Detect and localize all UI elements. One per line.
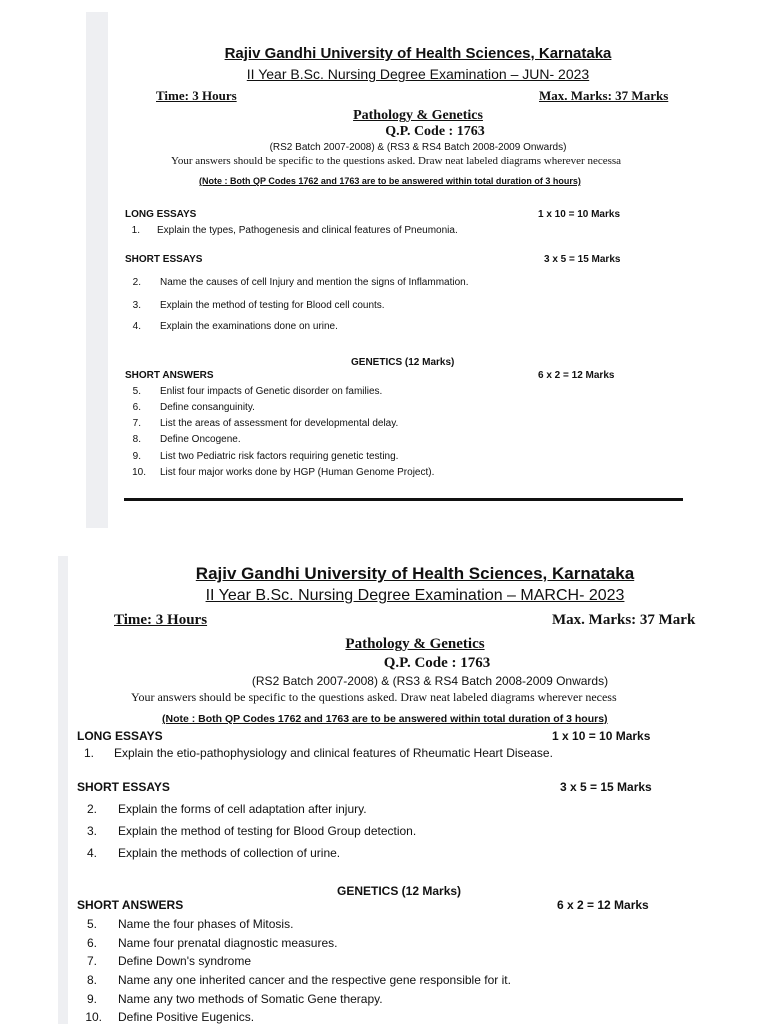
qp-code: Q.P. Code : 1763: [385, 124, 485, 139]
instruction-text: Your answers should be specific to the questions asked. Draw neat labeled diagrams wherever necess: [131, 690, 617, 704]
section-heading-short-essays: SHORT ESSAYS: [77, 780, 170, 794]
instruction-text: Your answers should be specific to the questions asked. Draw neat labeled diagrams wherever necessa: [171, 155, 622, 167]
university-title: Rajiv Gandhi University of Health Sciences, Karnataka: [195, 564, 635, 583]
section-heading-short-answers: SHORT ANSWERS: [125, 370, 214, 381]
question-number: 2.: [86, 802, 97, 816]
question-text: Explain the types, Pathogenesis and clinical features of Pneumonia.: [157, 225, 458, 236]
question-text: List four major works done by HGP (Human Genome Project).: [160, 467, 435, 478]
question-text: List two Pediatric risk factors requiring genetic testing.: [160, 451, 399, 462]
max-marks-label: Max. Marks: 37 Mark: [552, 612, 696, 628]
question-text: Define Down's syndrome: [118, 954, 252, 968]
note-text: (Note : Both QP Codes 1762 and 1763 are to be answered within total duration of 3 hours): [162, 713, 608, 725]
section-marks-short-essays: 3 x 5 = 15 Marks: [560, 780, 652, 794]
question-number: 1.: [83, 746, 94, 760]
section-heading-long-essays: LONG ESSAYS: [125, 209, 197, 220]
question-text: Name the causes of cell Injury and mention the signs of Inflammation.: [160, 277, 469, 288]
question-text: Explain the method of testing for Blood cell counts.: [160, 300, 385, 311]
question-text: Explain the method of testing for Blood Group detection.: [118, 824, 417, 838]
question-text: Name any one inherited cancer and the respective gene responsible for it.: [118, 973, 511, 987]
question-number: 10.: [132, 467, 146, 478]
question-text: Name the four phases of Mitosis.: [118, 917, 294, 931]
qp-code: Q.P. Code : 1763: [383, 655, 491, 671]
question-number: 2.: [132, 277, 141, 288]
question-text: Define consanguinity.: [160, 402, 255, 413]
section-marks-short-answers: 6 x 2 = 12 Marks: [557, 898, 649, 912]
section-heading-genetics: GENETICS (12 Marks): [351, 357, 455, 368]
note-text: (Note : Both QP Codes 1762 and 1763 are to be answered within total duration of 3 hours): [199, 176, 581, 186]
section-divider: [124, 498, 683, 501]
section-heading-short-essays: SHORT ESSAYS: [125, 254, 203, 265]
question-number: 1.: [131, 225, 140, 236]
section-heading-short-answers: SHORT ANSWERS: [77, 898, 184, 912]
question-text: Name any two methods of Somatic Gene therapy.: [118, 992, 383, 1006]
time-label: Time: 3 Hours: [114, 612, 208, 628]
section-marks-short-essays: 3 x 5 = 15 Marks: [544, 254, 621, 265]
question-number: 10.: [85, 1010, 102, 1024]
question-text: Define Oncogene.: [160, 434, 241, 445]
section-marks-short-answers: 6 x 2 = 12 Marks: [538, 370, 615, 381]
question-text: Define Positive Eugenics.: [118, 1010, 255, 1024]
page-edge-left: [58, 556, 68, 1024]
page-edge-left: [86, 12, 108, 528]
question-number: 9.: [132, 451, 141, 462]
max-marks-label: Max. Marks: 37 Marks: [539, 88, 669, 103]
section-heading-genetics: GENETICS (12 Marks): [337, 884, 462, 898]
question-number: 7.: [86, 954, 97, 968]
question-number: 8.: [132, 434, 141, 445]
section-marks-long-essays: 1 x 10 = 10 Marks: [538, 209, 621, 220]
section-marks-long-essays: 1 x 10 = 10 Marks: [552, 729, 651, 743]
question-number: 3.: [132, 300, 141, 311]
question-number: 6.: [132, 402, 141, 413]
question-number: 3.: [86, 824, 97, 838]
time-label: Time: 3 Hours: [156, 88, 237, 103]
question-text: Explain the examinations done on urine.: [160, 321, 338, 332]
question-text: Name four prenatal diagnostic measures.: [118, 936, 338, 950]
question-number: 4.: [132, 321, 141, 332]
question-number: 8.: [86, 973, 97, 987]
question-number: 4.: [86, 846, 97, 860]
question-text: Explain the etio-pathophysiology and clinical features of Rheumatic Heart Disease.: [114, 746, 553, 760]
batch-info: (RS2 Batch 2007-2008) & (RS3 & RS4 Batch 2008-2009 Onwards): [269, 142, 567, 153]
question-text: Explain the forms of cell adaptation after injury.: [118, 802, 367, 816]
exam-title: II Year B.Sc. Nursing Degree Examination – JUN- 2023: [246, 66, 590, 82]
university-title: Rajiv Gandhi University of Health Sciences, Karnataka: [224, 45, 612, 62]
question-text: Explain the methods of collection of urine.: [118, 846, 341, 860]
section-heading-long-essays: LONG ESSAYS: [77, 729, 163, 743]
question-number: 5.: [86, 917, 97, 931]
question-text: Enlist four impacts of Genetic disorder on families.: [160, 386, 383, 397]
question-number: 5.: [132, 386, 141, 397]
question-text: List the areas of assessment for developmental delay.: [160, 418, 399, 429]
exam-title: II Year B.Sc. Nursing Degree Examination – MARCH- 2023: [205, 587, 625, 604]
question-number: 9.: [86, 992, 97, 1006]
subject-title: Pathology & Genetics: [345, 636, 485, 652]
subject-title: Pathology & Genetics: [353, 108, 483, 123]
batch-info: (RS2 Batch 2007-2008) & (RS3 & RS4 Batch 2008-2009 Onwards): [251, 674, 609, 688]
question-number: 6.: [86, 936, 97, 950]
question-number: 7.: [132, 418, 141, 429]
